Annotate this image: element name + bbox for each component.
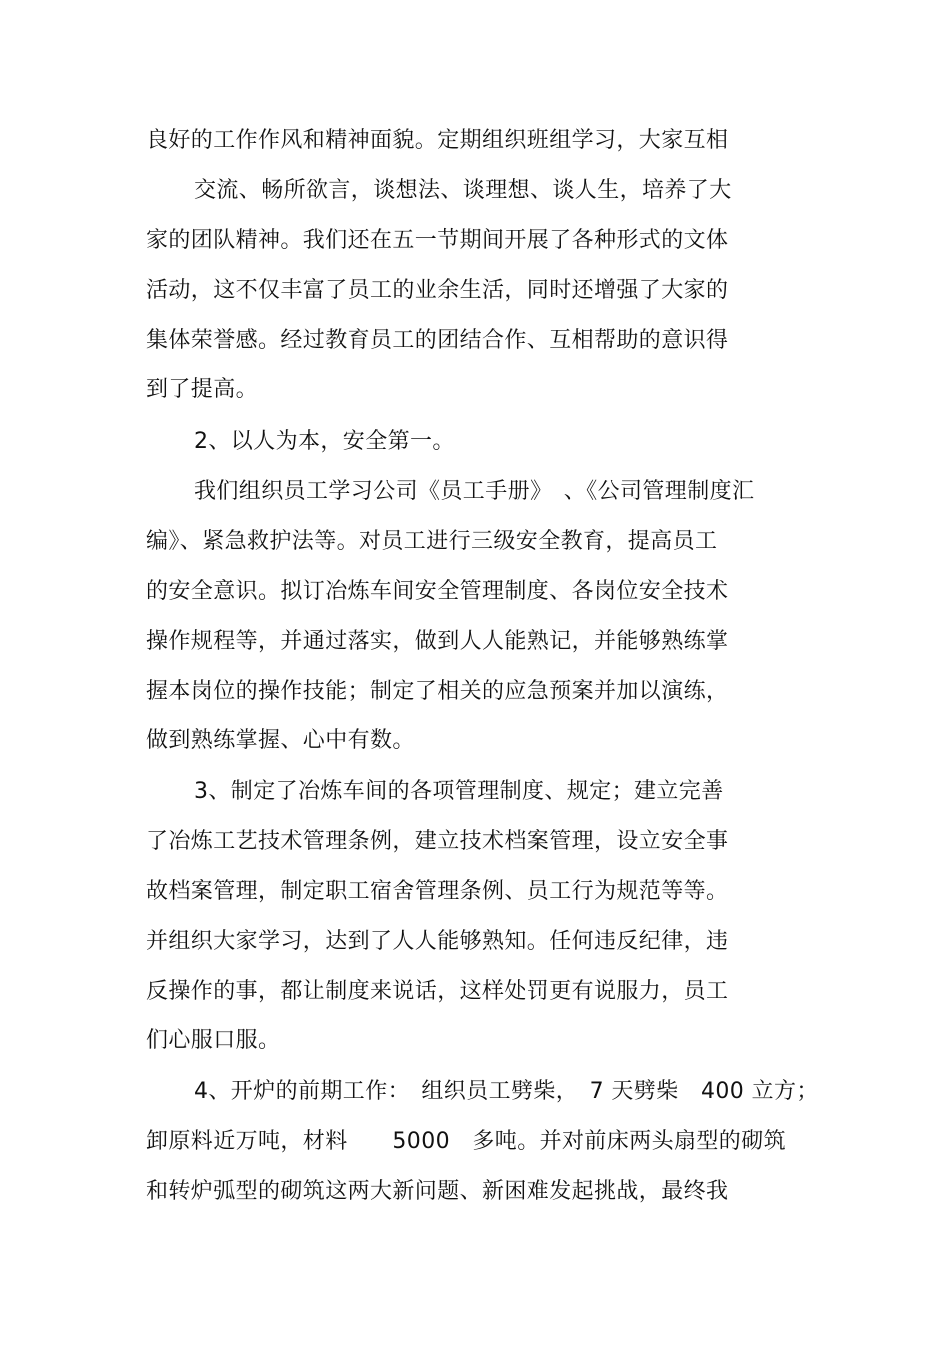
text-line-6: 到了提高。 bbox=[146, 377, 259, 402]
text-line-22: 和转炉弧型的砌筑这两大新问题、新困难发起挑战，最终我 bbox=[146, 1179, 729, 1204]
text-line-4: 活动，这不仅丰富了员工的业余生活，同时还增强了大家的 bbox=[146, 278, 729, 303]
section-line-4: 4、开炉的前期工作： 组织员工劈柴， 7 天劈柴 400 立方； bbox=[194, 1079, 819, 1104]
text-line-11: 操作规程等，并通过落实，做到人人能熟记，并能够熟练掌 bbox=[146, 629, 729, 654]
text-line-8: 我们组织员工学习公司《员工手册》 、《公司管理制度汇 bbox=[194, 479, 755, 504]
text-line-15: 了冶炼工艺技术管理条例，建立技术档案管理，设立安全事 bbox=[146, 829, 729, 854]
text-line-2: 交流、畅所欲言，谈想法、谈理想、谈人生，培养了大 bbox=[194, 178, 732, 203]
text-line-13: 做到熟练掌握、心中有数。 bbox=[146, 728, 415, 753]
text-line-9: 编》、紧急救护法等。对员工进行三级安全教育，提高员工 bbox=[146, 529, 718, 554]
text-line-21: 卸原料近万吨，材料 5000 多吨。并对前床两头扇型的砌筑 bbox=[146, 1129, 786, 1154]
text-line-10: 的安全意识。拟订冶炼车间安全管理制度、各岗位安全技术 bbox=[146, 579, 729, 604]
text-line-17: 并组织大家学习，达到了人人能够熟知。任何违反纪律，违 bbox=[146, 929, 729, 954]
section-line-3: 3、制定了冶炼车间的各项管理制度、规定；建立完善 bbox=[194, 779, 724, 804]
section-heading-2: 2、以人为本，安全第一。 bbox=[194, 429, 455, 454]
text-line-3: 家的团队精神。我们还在五一节期间开展了各种形式的文体 bbox=[146, 228, 729, 253]
text-line-1: 良好的工作作风和精神面貌。定期组织班组学习，大家互相 bbox=[146, 128, 729, 153]
text-line-19: 们心服口服。 bbox=[146, 1028, 281, 1053]
text-line-12: 握本岗位的操作技能；制定了相关的应急预案并加以演练， bbox=[146, 679, 729, 704]
text-line-16: 故档案管理，制定职工宿舍管理条例、员工行为规范等等。 bbox=[146, 879, 729, 904]
text-line-5: 集体荣誉感。经过教育员工的团结合作、互相帮助的意识得 bbox=[146, 328, 729, 353]
text-line-18: 反操作的事，都让制度来说话，这样处罚更有说服力，员工 bbox=[146, 979, 729, 1004]
